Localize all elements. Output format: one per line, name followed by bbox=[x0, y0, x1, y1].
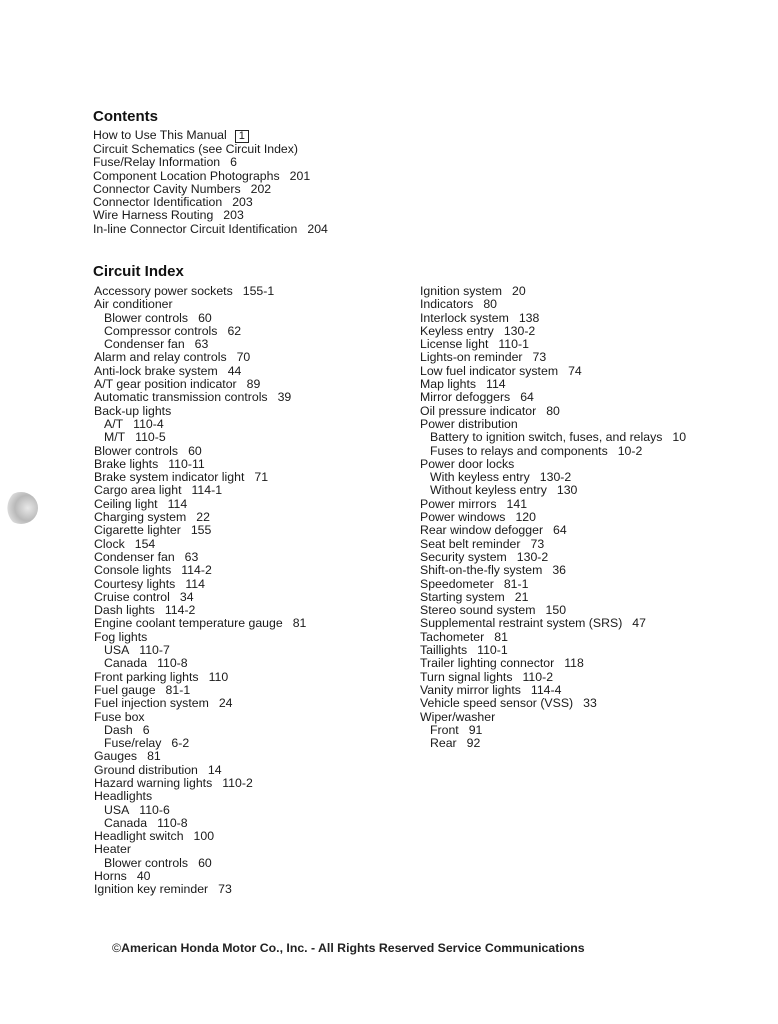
entry-title: Air conditioner bbox=[94, 297, 173, 312]
index-entry bbox=[94, 857, 306, 870]
page-number: 70 bbox=[236, 350, 251, 365]
page-number: 114-4 bbox=[530, 682, 562, 697]
page-number: 110-8 bbox=[157, 656, 188, 671]
entry-title: Stereo sound system bbox=[420, 603, 536, 618]
index-entry bbox=[420, 285, 686, 298]
boxed-page-number: 1 bbox=[235, 130, 249, 143]
index-entry bbox=[94, 564, 306, 577]
page-number: 64 bbox=[553, 523, 567, 538]
entry-title: Circuit Schematics (see Circuit Index) bbox=[93, 142, 299, 156]
index-entry bbox=[94, 511, 306, 524]
entry-title: Connector Identification bbox=[93, 195, 223, 210]
page-number: 114 bbox=[486, 377, 506, 392]
entry-title: Condenser fan bbox=[104, 337, 185, 352]
page-number: 114 bbox=[167, 496, 188, 511]
index-entry bbox=[94, 697, 306, 710]
circuit-index-left-column bbox=[94, 285, 306, 897]
page-number: 60 bbox=[188, 443, 202, 458]
index-entry bbox=[94, 817, 306, 830]
index-entry bbox=[94, 391, 306, 404]
index-entry bbox=[94, 671, 306, 684]
index-entry bbox=[93, 143, 328, 156]
index-entry bbox=[420, 405, 686, 418]
page-number: 100 bbox=[193, 829, 215, 844]
index-entry bbox=[420, 351, 686, 364]
page-number: 114-2 bbox=[181, 563, 212, 578]
entry-title: Courtesy lights bbox=[94, 576, 176, 591]
page-number: 64 bbox=[520, 390, 534, 405]
index-entry bbox=[94, 578, 306, 591]
page-number: 47 bbox=[632, 616, 646, 631]
index-entry bbox=[420, 511, 686, 524]
page-number: 110-8 bbox=[157, 815, 188, 830]
index-entry bbox=[420, 538, 686, 551]
page-number: 110-5 bbox=[135, 430, 166, 445]
page-number: 33 bbox=[583, 696, 597, 711]
entry-title: Charging system bbox=[94, 510, 187, 525]
index-entry bbox=[94, 804, 306, 817]
page-number: 154 bbox=[134, 536, 156, 551]
index-entry bbox=[93, 196, 328, 209]
index-entry bbox=[94, 418, 306, 431]
index-entry bbox=[93, 170, 328, 183]
index-entry bbox=[420, 458, 686, 471]
index-entry bbox=[94, 405, 306, 418]
index-entry bbox=[94, 777, 306, 790]
index-entry bbox=[94, 285, 306, 298]
page-number: 155 bbox=[190, 523, 212, 538]
entry-title: Security system bbox=[420, 549, 507, 564]
page-number: 21 bbox=[514, 589, 529, 604]
index-entry bbox=[420, 711, 686, 724]
entry-title: Indicators bbox=[420, 297, 474, 312]
page-number: 150 bbox=[545, 603, 567, 618]
entry-title: Starting system bbox=[420, 589, 505, 604]
entry-title: Vehicle speed sensor (VSS) bbox=[420, 696, 574, 711]
page-number: 22 bbox=[196, 510, 210, 525]
index-entry bbox=[420, 365, 686, 378]
entry-title: Dash bbox=[104, 722, 133, 737]
entry-title: Canada bbox=[104, 656, 148, 671]
entry-title: Wiper/washer bbox=[420, 709, 496, 724]
page-number: 14 bbox=[207, 762, 222, 777]
entry-title: Rear bbox=[430, 736, 457, 751]
page-number: 203 bbox=[232, 195, 253, 210]
page-number: 110 bbox=[208, 669, 229, 684]
entry-title: Fuel injection system bbox=[94, 696, 209, 711]
entry-title: Ignition system bbox=[420, 284, 503, 298]
index-entry bbox=[94, 644, 306, 657]
entry-title: Blower controls bbox=[104, 855, 189, 870]
index-entry bbox=[94, 484, 306, 497]
page-number: 138 bbox=[518, 310, 540, 325]
entry-title: Turn signal lights bbox=[420, 669, 513, 684]
page-number: 81 bbox=[292, 616, 307, 631]
entry-title: Power windows bbox=[420, 510, 506, 525]
entry-title: Fuel gauge bbox=[94, 682, 156, 697]
index-entry bbox=[420, 484, 686, 497]
page-number: 91 bbox=[468, 722, 483, 737]
entry-title: Back-up lights bbox=[94, 403, 172, 418]
entry-title: Heater bbox=[94, 842, 131, 857]
entry-title: Condenser fan bbox=[94, 549, 175, 564]
page-number: 110-6 bbox=[139, 802, 170, 817]
index-entry bbox=[420, 418, 686, 431]
index-entry bbox=[94, 312, 306, 325]
entry-title: Taillights bbox=[420, 643, 468, 658]
index-entry bbox=[94, 684, 306, 697]
index-entry bbox=[94, 458, 306, 471]
entry-title: Fuse/relay bbox=[104, 736, 162, 751]
page-number: 89 bbox=[246, 377, 261, 392]
page-number: 81 bbox=[147, 749, 161, 764]
page-number: 80 bbox=[546, 403, 560, 418]
entry-title: Alarm and relay controls bbox=[94, 350, 227, 365]
page-number: 81 bbox=[494, 629, 508, 644]
index-entry bbox=[420, 737, 686, 750]
entry-title: Cargo area light bbox=[94, 483, 182, 498]
circuit-index-heading: Circuit Index bbox=[93, 263, 184, 280]
entry-title: Headlights bbox=[94, 789, 153, 804]
entry-title: Component Location Photographs bbox=[93, 168, 280, 183]
page-number: 130-2 bbox=[516, 549, 549, 564]
entry-title: Brake lights bbox=[94, 456, 159, 471]
index-entry bbox=[420, 445, 686, 458]
index-entry bbox=[94, 471, 306, 484]
page-number: 114 bbox=[185, 576, 205, 591]
entry-title: Fuses to relays and components bbox=[430, 443, 608, 458]
page-number: 114-1 bbox=[191, 483, 223, 498]
page-number: 120 bbox=[515, 510, 536, 525]
index-entry bbox=[420, 724, 686, 737]
entry-title: Compressor controls bbox=[104, 323, 218, 338]
index-entry bbox=[420, 591, 686, 604]
page-number: 81-1 bbox=[165, 682, 191, 697]
page-number: 36 bbox=[552, 563, 567, 578]
entry-title: Lights-on reminder bbox=[420, 350, 523, 365]
index-entry bbox=[94, 830, 306, 843]
entry-title: Wire Harness Routing bbox=[93, 208, 214, 223]
page-number: 63 bbox=[194, 337, 209, 352]
index-entry bbox=[94, 338, 306, 351]
page-number: 130 bbox=[556, 483, 578, 498]
entry-title: How to Use This Manual bbox=[93, 128, 227, 142]
entry-title: Brake system indicator light bbox=[94, 470, 245, 485]
page-number: 73 bbox=[532, 350, 547, 365]
copyright-symbol: © bbox=[112, 941, 122, 955]
page-number: 92 bbox=[466, 736, 481, 751]
entry-title: Power mirrors bbox=[420, 496, 497, 511]
page-number: 118 bbox=[564, 656, 584, 671]
entry-title: Trailer lighting connector bbox=[420, 656, 555, 671]
index-entry bbox=[94, 843, 306, 856]
entry-title: USA bbox=[104, 802, 130, 817]
index-entry bbox=[420, 312, 686, 325]
copyright-text: American Honda Motor Co., Inc. - All Rights Reserved Service Communications bbox=[121, 941, 585, 955]
entry-title: Connector Cavity Numbers bbox=[93, 181, 241, 196]
page-number: 141 bbox=[506, 496, 528, 511]
entry-title: Battery to ignition switch, fuses, and relays bbox=[430, 430, 663, 445]
copyright-footer bbox=[112, 941, 585, 955]
index-entry bbox=[420, 697, 686, 710]
page-number: 155-1 bbox=[242, 284, 275, 298]
index-entry bbox=[420, 644, 686, 657]
index-entry bbox=[94, 883, 306, 896]
entry-title: Shift-on-the-fly system bbox=[420, 563, 543, 578]
entry-title: Cruise control bbox=[94, 589, 170, 604]
index-entry bbox=[94, 591, 306, 604]
index-entry bbox=[420, 684, 686, 697]
page-number: 110-11 bbox=[168, 456, 205, 471]
entry-title: A/T bbox=[104, 416, 124, 431]
page-number: 201 bbox=[289, 168, 311, 183]
page-number: 110-2 bbox=[522, 669, 554, 684]
index-entry bbox=[94, 431, 306, 444]
index-entry bbox=[94, 750, 306, 763]
entry-title: Without keyless entry bbox=[430, 483, 547, 498]
index-entry bbox=[94, 524, 306, 537]
index-entry bbox=[420, 617, 686, 630]
page-number: 114-2 bbox=[164, 603, 196, 618]
entry-title: Vanity mirror lights bbox=[420, 682, 521, 697]
entry-title: Map lights bbox=[420, 377, 477, 392]
entry-title: Seat belt reminder bbox=[420, 536, 521, 551]
page-number: 24 bbox=[218, 696, 233, 711]
entry-title: Front parking lights bbox=[94, 669, 199, 684]
index-entry bbox=[94, 378, 306, 391]
index-entry bbox=[420, 551, 686, 564]
index-entry bbox=[94, 764, 306, 777]
index-entry bbox=[93, 156, 328, 169]
entry-title: Cigarette lighter bbox=[94, 523, 181, 538]
page-number: 6 bbox=[142, 722, 150, 737]
index-entry bbox=[94, 711, 306, 724]
index-entry bbox=[420, 604, 686, 617]
index-entry bbox=[420, 338, 686, 351]
index-entry bbox=[94, 657, 306, 670]
entry-title: In-line Connector Circuit Identification bbox=[93, 221, 298, 236]
page-number: 74 bbox=[568, 363, 582, 378]
entry-title: Ground distribution bbox=[94, 762, 198, 777]
page-number: 110-2 bbox=[222, 775, 253, 790]
entry-title: Console lights bbox=[94, 563, 172, 578]
index-entry bbox=[420, 298, 686, 311]
entry-title: With keyless entry bbox=[430, 470, 530, 485]
entry-title: Anti-lock brake system bbox=[94, 363, 218, 378]
page-number: 62 bbox=[227, 323, 242, 338]
entry-title: Ceiling light bbox=[94, 496, 158, 511]
index-entry bbox=[94, 551, 306, 564]
page-number: 44 bbox=[227, 363, 242, 378]
page-number: 80 bbox=[483, 297, 498, 312]
contents-list bbox=[93, 129, 328, 236]
scan-blemish bbox=[4, 492, 38, 524]
entry-title: Speedometer bbox=[420, 576, 494, 591]
index-entry bbox=[94, 365, 306, 378]
page-number: 204 bbox=[307, 221, 328, 236]
entry-title: Accessory power sockets bbox=[94, 284, 233, 298]
entry-title: Mirror defoggers bbox=[420, 390, 511, 405]
page-number: 73 bbox=[218, 882, 232, 897]
page-number: 60 bbox=[198, 855, 212, 870]
index-entry bbox=[420, 671, 686, 684]
entry-title: Power distribution bbox=[420, 416, 518, 431]
circuit-index-right-column bbox=[420, 285, 686, 750]
page-number: 40 bbox=[136, 869, 151, 884]
entry-title: Fuse box bbox=[94, 709, 145, 724]
entry-title: Blower controls bbox=[94, 443, 179, 458]
entry-title: Power door locks bbox=[420, 456, 515, 471]
index-entry bbox=[420, 524, 686, 537]
entry-title: Front bbox=[430, 722, 459, 737]
index-entry bbox=[420, 498, 686, 511]
entry-title: Automatic transmission controls bbox=[94, 390, 268, 405]
index-entry bbox=[93, 183, 328, 196]
index-entry bbox=[94, 870, 306, 883]
index-entry bbox=[94, 298, 306, 311]
entry-title: Fuse/Relay Information bbox=[93, 155, 221, 170]
page-number: 10 bbox=[672, 430, 687, 445]
index-entry bbox=[420, 391, 686, 404]
page-number: 20 bbox=[512, 284, 526, 298]
page-number: 110-4 bbox=[133, 416, 164, 431]
index-entry bbox=[420, 657, 686, 670]
index-entry bbox=[420, 378, 686, 391]
index-entry bbox=[94, 737, 306, 750]
entry-title: Low fuel indicator system bbox=[420, 363, 559, 378]
entry-title: Supplemental restraint system (SRS) bbox=[420, 616, 623, 631]
index-entry bbox=[420, 564, 686, 577]
entry-title: Ignition key reminder bbox=[94, 882, 209, 897]
index-entry bbox=[93, 223, 328, 236]
entry-title: M/T bbox=[104, 430, 126, 445]
entry-title: Fog lights bbox=[94, 629, 148, 644]
entry-title: Engine coolant temperature gauge bbox=[94, 616, 283, 631]
page-number: 63 bbox=[184, 549, 199, 564]
entry-title: Keyless entry bbox=[420, 323, 494, 338]
index-entry bbox=[94, 538, 306, 551]
index-entry bbox=[94, 498, 306, 511]
index-entry bbox=[420, 325, 686, 338]
page-number: 6 bbox=[230, 155, 237, 170]
page-number: 110-1 bbox=[498, 337, 529, 352]
entry-title: Rear window defogger bbox=[420, 523, 544, 538]
page-number: 203 bbox=[223, 208, 244, 223]
entry-title: Clock bbox=[94, 536, 125, 551]
index-entry bbox=[94, 790, 306, 803]
entry-title: Blower controls bbox=[104, 310, 189, 325]
page-number: 10-2 bbox=[617, 443, 643, 458]
entry-title: Hazard warning lights bbox=[94, 775, 213, 790]
index-entry bbox=[94, 631, 306, 644]
entry-title: Dash lights bbox=[94, 603, 155, 618]
index-entry bbox=[93, 129, 328, 143]
index-entry bbox=[94, 617, 306, 630]
entry-title: Interlock system bbox=[420, 310, 509, 325]
page-number: 6-2 bbox=[171, 736, 190, 751]
index-entry bbox=[420, 631, 686, 644]
entry-title: Canada bbox=[104, 815, 148, 830]
index-entry bbox=[93, 209, 328, 222]
entry-title: Oil pressure indicator bbox=[420, 403, 537, 418]
contents-heading: Contents bbox=[93, 108, 158, 125]
entry-title: License light bbox=[420, 337, 489, 352]
entry-title: Tachometer bbox=[420, 629, 485, 644]
entry-title: Headlight switch bbox=[94, 829, 184, 844]
index-entry bbox=[94, 325, 306, 338]
page-number: 110-7 bbox=[139, 643, 170, 658]
entry-title: A/T gear position indicator bbox=[94, 377, 237, 392]
entry-title: USA bbox=[104, 643, 130, 658]
page-number: 110-1 bbox=[477, 643, 508, 658]
index-entry bbox=[94, 604, 306, 617]
index-entry bbox=[94, 445, 306, 458]
entry-title: Horns bbox=[94, 869, 127, 884]
page-number: 130-2 bbox=[539, 470, 572, 485]
page-number: 39 bbox=[277, 390, 292, 405]
page-number: 34 bbox=[179, 589, 194, 604]
page-number: 60 bbox=[198, 310, 212, 325]
index-entry bbox=[94, 724, 306, 737]
page-number: 130-2 bbox=[503, 323, 536, 338]
index-entry bbox=[94, 351, 306, 364]
page-number: 202 bbox=[250, 181, 272, 196]
index-entry bbox=[420, 578, 686, 591]
page-number: 81-1 bbox=[503, 576, 529, 591]
page-number: 71 bbox=[254, 470, 269, 485]
entry-title: Gauges bbox=[94, 749, 138, 764]
index-entry bbox=[420, 431, 686, 444]
page-number: 73 bbox=[530, 536, 545, 551]
index-entry bbox=[420, 471, 686, 484]
